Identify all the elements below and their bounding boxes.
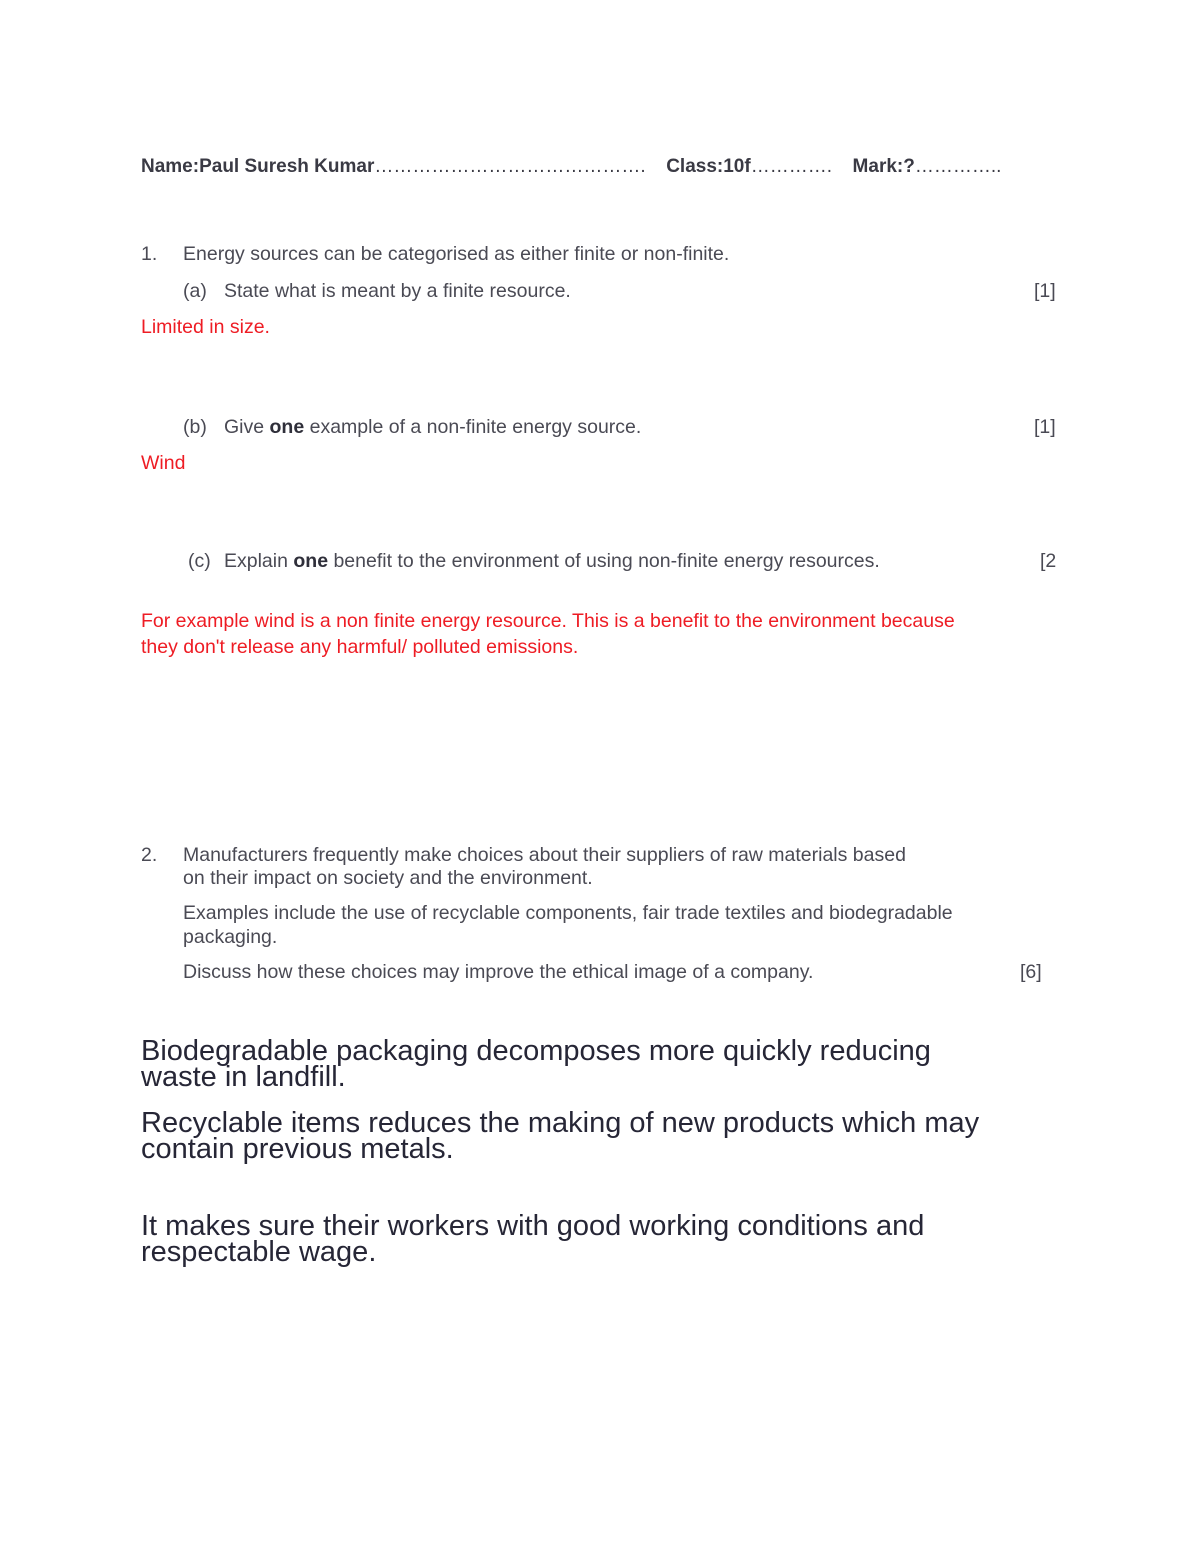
q2-stem-line2: on their impact on society and the environment. — [183, 867, 593, 889]
q1b-answer: Wind — [141, 452, 186, 474]
mark-dots: ………….. — [914, 156, 1002, 177]
q2-answer-2-line1: Recyclable items reduces the making of new products which may — [141, 1107, 980, 1139]
q2-task: Discuss how these choices may improve the ethical image of a company. — [183, 961, 814, 983]
q1a-label: (a) — [183, 280, 207, 302]
q2-answer-3-line1: It makes sure their workers with good working conditions and — [141, 1210, 925, 1242]
q2-answer-2-line2: contain previous metals. — [141, 1133, 454, 1165]
name-dots: ……………………………………. — [374, 156, 646, 177]
q1-stem: Energy sources can be categorised as either finite or non-finite. — [183, 243, 730, 265]
q1b-text — [224, 416, 641, 439]
q1c-label: (c) — [188, 550, 211, 572]
q2-stem-line1: Manufacturers frequently make choices about their suppliers of raw materials based — [183, 844, 906, 866]
q2-number: 2. — [141, 844, 158, 866]
q1b-label: (b) — [183, 416, 207, 438]
q1a-text: State what is meant by a finite resource. — [224, 280, 571, 302]
q1b-text-pre: Give — [224, 416, 270, 438]
q1c-answer-line2: they don't release any harmful/ polluted emissions. — [141, 636, 579, 658]
q1-number: 1. — [141, 243, 158, 265]
q1c-answer-line1: For example wind is a non finite energy resource. This is a benefit to the environment because — [141, 610, 955, 632]
q2-answer-1-line1: Biodegradable packaging decomposes more quickly reducing — [141, 1035, 931, 1067]
q1a-answer: Limited in size. — [141, 316, 270, 338]
mark-label: Mark:? — [852, 156, 915, 177]
q1c-text-pre: Explain — [224, 550, 294, 572]
q2-marks: [6] — [1020, 961, 1042, 983]
q1b-text-bold: one — [269, 416, 305, 438]
q1c-text-bold: one — [293, 550, 329, 572]
class-label: Class:10f — [666, 156, 751, 177]
q1c-text — [224, 550, 880, 573]
q1b-text-post: example of a non-finite energy source. — [304, 416, 642, 438]
name-label: Name:Paul Suresh Kumar — [141, 156, 375, 177]
class-dots: …………. — [750, 156, 832, 177]
q2-answer-1-line2: waste in landfill. — [141, 1061, 346, 1093]
q2-examples-line1: Examples include the use of recyclable components, fair trade textiles and biodegradable — [183, 902, 953, 924]
q1b-marks: [1] — [1034, 416, 1056, 438]
q1c-text-post: benefit to the environment of using non-finite energy resources. — [328, 550, 880, 572]
student-info-header — [141, 156, 1001, 178]
q1c-marks: [2 — [1040, 550, 1057, 572]
q2-answer-3-line2: respectable wage. — [141, 1236, 377, 1268]
q2-examples-line2: packaging. — [183, 926, 278, 948]
q1a-marks: [1] — [1034, 280, 1056, 302]
